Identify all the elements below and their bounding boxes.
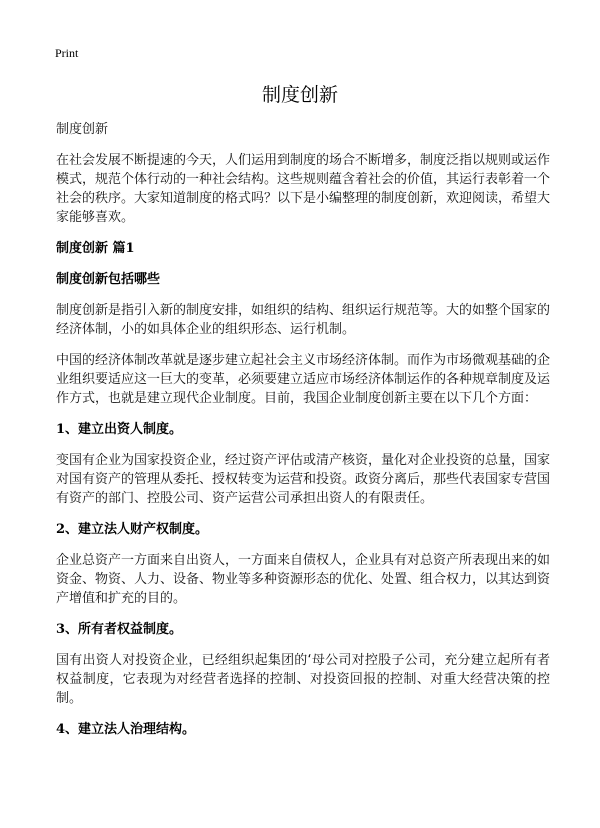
item-heading: 4、建立法人治理结构。 xyxy=(56,722,196,737)
section-heading: 制度创新 篇1 xyxy=(56,241,135,256)
subsection-heading: 制度创新包括哪些 xyxy=(56,272,161,287)
intro-paragraph: 在社会发展不断提速的今天，人们运用到制度的场合不断增多，制度泛指以规则或运作模式，规范个体行动的一种社会结构。这些规则蕴含着社会的价值，其运行表彰着一个社会的秩序。大家知道制度的格式吗？以下是小编整理的制度创新，欢迎阅读，希望大家能够喜欢。 xyxy=(56,153,551,225)
body-paragraph: 国有出资人对投资企业，已经组织起集团的‘母公司对控股子公司，充分建立起所有者权益制度，它表现为对经营者选择的控制、对投资回报的控制、对重大经营决策的控制。 xyxy=(56,653,550,706)
body-paragraph: 制度创新是指引入新的制度安排，如组织的结构、组织运行规范等。大的如整个国家的经济体制，小的如具体企业的组织形态、运行机制。 xyxy=(56,303,551,337)
page-title: 制度创新 xyxy=(261,84,338,106)
body-paragraph: 中国的经济体制改革就是逐步建立起社会主义市场经济体制。而作为市场微观基础的企业组织要适应这一巨大的变革，必须要建立适应市场经济体制运作的各种规章制度及运作方式，也就是建立现代企业制度。目前，我国企业制度创新主要在以下几个方面： xyxy=(56,353,551,406)
item-heading: 3、所有者权益制度。 xyxy=(56,622,183,637)
document-body xyxy=(56,120,550,751)
item-heading: 1、建立出资人制度。 xyxy=(56,422,183,437)
body-paragraph: 企业总资产一方面来自出资人，一方面来自债权人，企业具有对总资产所表现出来的如资金、物资、人力、设备、物业等多种资源形态的优化、处置、组合权力，以其达到资产增值和扩充的目的。 xyxy=(56,553,551,606)
item-heading: 2、建立法人财产权制度。 xyxy=(56,522,209,537)
body-paragraph: 变国有企业为国家投资企业，经过资产评估或清产核资，量化对企业投资的总量，国家对国有资产的管理从委托、授权转变为运营和投资。政资分离后，那些代表国家专营国有资产的部门、控股公司、资产运营公司承担出资人的有限责任。 xyxy=(56,453,551,506)
print-label[interactable]: Print xyxy=(55,46,79,60)
intro-label: 制度创新 xyxy=(56,122,109,137)
